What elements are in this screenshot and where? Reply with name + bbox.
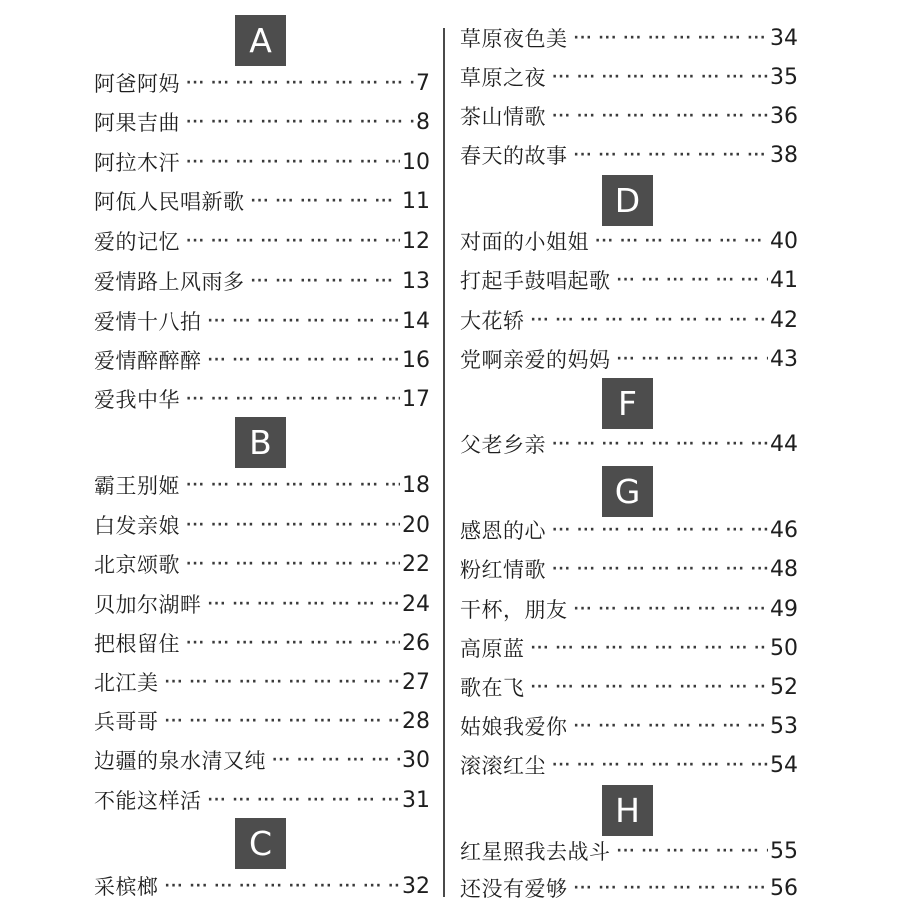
song-title: 爱情路上风雨多 [94, 270, 245, 294]
page-number: 24 [402, 591, 430, 617]
leader-dots [186, 470, 400, 500]
song-title: 粉红情歌 [460, 558, 546, 582]
leader-dots [186, 147, 400, 177]
page-number: 35 [770, 64, 798, 90]
leader-dots [186, 226, 400, 256]
leader-dots [251, 186, 401, 216]
leader-dots [574, 873, 769, 903]
toc-entry[interactable] [94, 68, 430, 98]
song-title: 春天的故事 [460, 144, 568, 168]
page-number: 38 [770, 142, 798, 168]
page-number: 26 [402, 630, 430, 656]
toc-entry[interactable] [460, 265, 798, 295]
song-title: 爱情醉醉醉 [94, 349, 202, 373]
toc-entry[interactable] [94, 745, 430, 775]
toc-entry[interactable] [460, 305, 798, 335]
page-number: 41 [770, 267, 798, 293]
page-number: 46 [770, 517, 798, 543]
page-number: 32 [402, 873, 430, 899]
song-title: 草原之夜 [460, 66, 546, 90]
leader-dots [574, 140, 769, 170]
page-number: 48 [770, 556, 798, 582]
leader-dots [186, 107, 414, 137]
toc-entry[interactable] [460, 836, 798, 866]
song-title: 高原蓝 [460, 637, 525, 661]
toc-entry[interactable] [460, 344, 798, 374]
song-title: 阿爸阿妈 [94, 72, 180, 96]
toc-entry[interactable] [94, 785, 430, 815]
leader-dots [186, 384, 400, 414]
song-title: 姑娘我爱你 [460, 715, 568, 739]
song-title: 打起手鼓唱起歌 [460, 269, 611, 293]
leader-dots [552, 62, 768, 92]
song-title: 采槟榔 [94, 875, 159, 899]
page-number: 44 [770, 431, 798, 457]
page-number: 10 [402, 149, 430, 175]
song-title: 茶山情歌 [460, 105, 546, 129]
page-number: 40 [770, 228, 798, 254]
page-number: 43 [770, 346, 798, 372]
toc-entry[interactable] [94, 107, 430, 137]
song-title: 阿佤人民唱新歌 [94, 190, 245, 214]
section-header-a: A [235, 15, 286, 66]
toc-entry[interactable] [460, 62, 798, 92]
leader-dots [531, 672, 769, 702]
toc-entry[interactable] [460, 873, 798, 903]
toc-entry[interactable] [94, 589, 430, 619]
section-header-f: F [602, 378, 653, 429]
page-number: 28 [402, 708, 430, 734]
toc-entry[interactable] [94, 470, 430, 500]
song-title: 干杯，朋友 [460, 598, 568, 622]
leader-dots [531, 633, 769, 663]
page-number: 13 [402, 268, 430, 294]
leader-dots [186, 510, 400, 540]
toc-entry[interactable] [94, 549, 430, 579]
page-number: 20 [402, 512, 430, 538]
leader-dots [552, 101, 768, 131]
toc-entry[interactable] [460, 140, 798, 170]
page-number: 11 [402, 188, 430, 214]
song-title: 父老乡亲 [460, 433, 546, 457]
toc-entry[interactable] [94, 510, 430, 540]
page-number: 18 [402, 472, 430, 498]
toc-entry[interactable] [94, 628, 430, 658]
section-header-h: H [602, 785, 653, 836]
leader-dots [617, 836, 769, 866]
leader-dots [531, 305, 769, 335]
song-title: 还没有爱够 [460, 877, 568, 901]
song-title: 北京颂歌 [94, 553, 180, 577]
page-number: 16 [402, 347, 430, 373]
page-number: 8 [416, 109, 430, 135]
section-header-d: D [602, 175, 653, 226]
leader-dots [552, 554, 768, 584]
section-header-c: C [235, 818, 286, 869]
song-title: 党啊亲爱的妈妈 [460, 348, 611, 372]
leader-dots [552, 429, 768, 459]
leader-dots [208, 345, 401, 375]
toc-entry[interactable] [94, 306, 430, 336]
toc-entry[interactable] [460, 554, 798, 584]
song-title: 爱情十八拍 [94, 310, 202, 334]
song-title: 歌在飞 [460, 676, 525, 700]
toc-entry[interactable] [460, 515, 798, 545]
leader-dots [186, 628, 400, 658]
leader-dots [574, 23, 769, 53]
page-number: 36 [770, 103, 798, 129]
leader-dots [251, 266, 401, 296]
page-number: 27 [402, 669, 430, 695]
leader-dots [186, 68, 414, 98]
song-title: 北江美 [94, 671, 159, 695]
leader-dots [552, 750, 768, 780]
leader-dots [574, 711, 769, 741]
song-title: 红星照我去战斗 [460, 840, 611, 864]
page-number: 12 [402, 228, 430, 254]
toc-entry[interactable] [94, 345, 430, 375]
page-number: 54 [770, 752, 798, 778]
leader-dots [272, 745, 400, 775]
section-header-g: G [602, 466, 653, 517]
toc-entry[interactable] [94, 226, 430, 256]
toc-entry[interactable] [94, 706, 430, 736]
song-title: 霸王别姬 [94, 474, 180, 498]
page-number: 42 [770, 307, 798, 333]
song-title: 草原夜色美 [460, 27, 568, 51]
leader-dots [617, 265, 769, 295]
toc-entry[interactable] [460, 633, 798, 663]
page-number: 49 [770, 596, 798, 622]
song-title: 兵哥哥 [94, 710, 159, 734]
page-number: 50 [770, 635, 798, 661]
page-number: 56 [770, 875, 798, 901]
leader-dots [617, 344, 769, 374]
page-number: 53 [770, 713, 798, 739]
leader-dots [208, 306, 401, 336]
leader-dots [165, 667, 401, 697]
page-number: 7 [416, 70, 430, 96]
song-title: 爱的记忆 [94, 230, 180, 254]
leader-dots [595, 226, 768, 256]
song-title: 对面的小姐姐 [460, 230, 589, 254]
page-number: 55 [770, 838, 798, 864]
toc-entry[interactable] [460, 672, 798, 702]
toc-entry[interactable] [460, 226, 798, 256]
toc-entry[interactable] [94, 266, 430, 296]
toc-entry[interactable] [94, 186, 430, 216]
toc-entry[interactable] [460, 429, 798, 459]
leader-dots [208, 785, 401, 815]
song-title: 大花轿 [460, 309, 525, 333]
toc-entry[interactable] [94, 147, 430, 177]
song-title: 贝加尔湖畔 [94, 593, 202, 617]
toc-entry[interactable] [94, 384, 430, 414]
toc-entry[interactable] [94, 667, 430, 697]
song-title: 不能这样活 [94, 789, 202, 813]
page-number: 34 [770, 25, 798, 51]
song-title: 感恩的心 [460, 519, 546, 543]
column-divider [443, 28, 445, 897]
song-title: 把根留住 [94, 632, 180, 656]
page-number: 22 [402, 551, 430, 577]
page-number: 52 [770, 674, 798, 700]
leader-dots [208, 589, 401, 619]
toc-entry[interactable] [460, 750, 798, 780]
toc-entry[interactable] [460, 594, 798, 624]
section-header-b: B [235, 417, 286, 468]
song-title: 白发亲娘 [94, 514, 180, 538]
leader-dots [165, 706, 401, 736]
song-title: 滚滚红尘 [460, 754, 546, 778]
page-number: 31 [402, 787, 430, 813]
song-title: 阿拉木汗 [94, 151, 180, 175]
leader-dots [574, 594, 769, 624]
leader-dots [186, 549, 400, 579]
song-title: 爱我中华 [94, 388, 180, 412]
toc-entry[interactable] [460, 711, 798, 741]
page-number: 30 [402, 747, 430, 773]
toc-entry[interactable] [460, 23, 798, 53]
song-title: 阿果吉曲 [94, 111, 180, 135]
song-title: 边疆的泉水清又纯 [94, 749, 266, 773]
leader-dots [552, 515, 768, 545]
page-number: 17 [402, 386, 430, 412]
toc-entry[interactable] [460, 101, 798, 131]
page-number: 14 [402, 308, 430, 334]
